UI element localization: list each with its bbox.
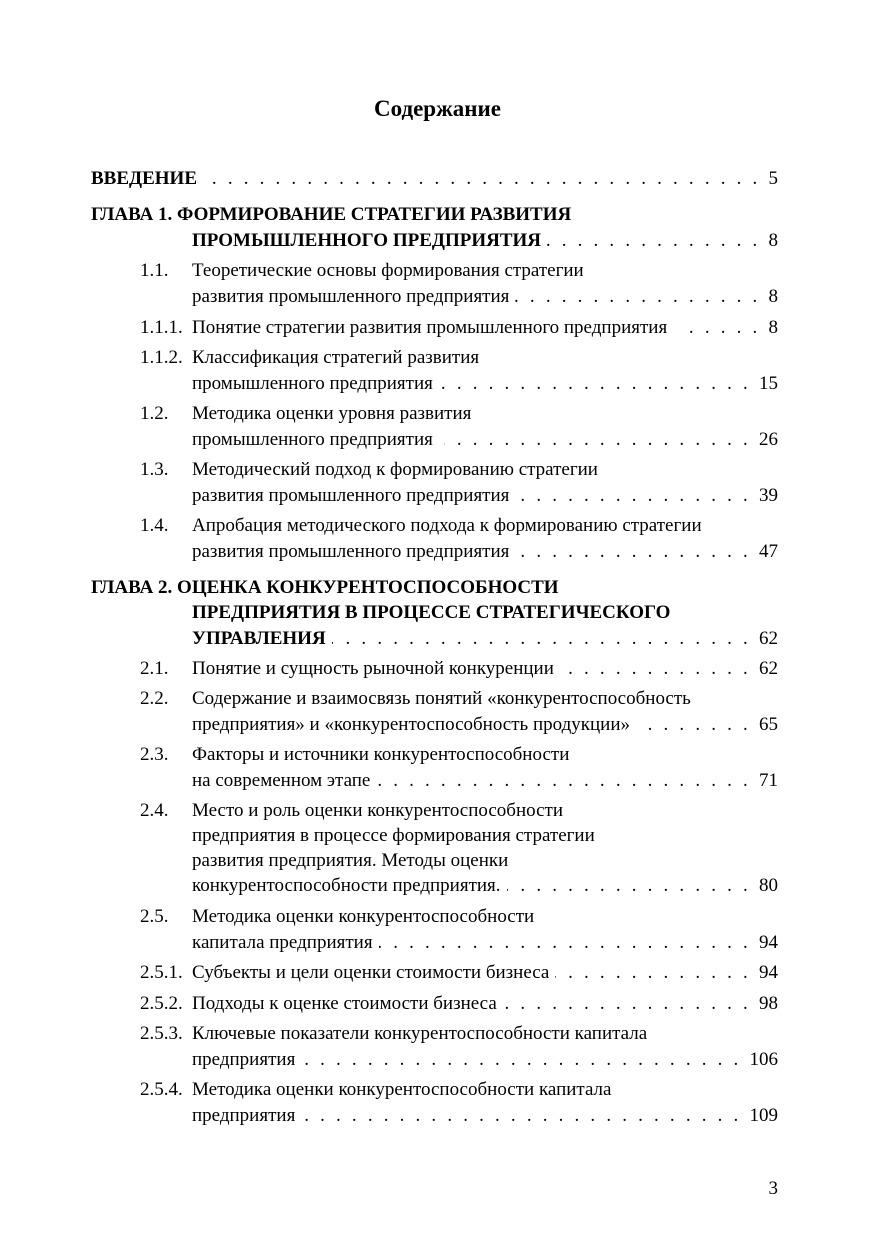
toc-entry-line bbox=[0, 427, 875, 453]
toc-page-number: 62 bbox=[759, 658, 778, 679]
toc-entry-title: Факторы и источники конкурентоспособности bbox=[192, 744, 570, 765]
toc-entry-title: развития предприятия. Методы оценки bbox=[192, 850, 509, 871]
dot-leader bbox=[555, 960, 751, 986]
toc-entry-title: Классификация стратегий развития bbox=[192, 347, 480, 368]
toc-entry-title: промышленного предприятия bbox=[192, 429, 433, 450]
toc-entry-line bbox=[0, 258, 875, 284]
toc-page-number: 39 bbox=[759, 485, 778, 506]
toc-entry-title: ПРОМЫШЛЕННОГО ПРЕДПРИЯТИЯ bbox=[192, 230, 542, 251]
toc-entry-line bbox=[0, 742, 875, 768]
toc-section-number: 2.4. bbox=[140, 800, 169, 821]
toc-page-number: 65 bbox=[759, 714, 778, 735]
toc-entry-line bbox=[0, 228, 875, 254]
toc-section-number: 2.2. bbox=[140, 688, 169, 709]
toc-entry-title: Понятие стратегии развития промышленного предприятия bbox=[192, 317, 668, 338]
toc-section-number: 2.5.1. bbox=[140, 962, 183, 983]
toc-entry-line bbox=[0, 1077, 875, 1103]
toc-page-number: 62 bbox=[759, 628, 778, 649]
toc-entry-line bbox=[0, 626, 875, 652]
dot-leader bbox=[503, 991, 751, 1017]
dot-leader bbox=[203, 166, 761, 192]
toc-section-number: 1.3. bbox=[140, 459, 169, 480]
toc-section-number: 1.1.2. bbox=[140, 347, 183, 368]
toc-entry-line bbox=[0, 873, 875, 899]
toc-entry-title: на современном этапе bbox=[192, 770, 371, 791]
toc-entry-title: развития промышленного предприятия bbox=[192, 541, 510, 562]
dot-leader bbox=[641, 712, 751, 738]
toc-entry-line bbox=[0, 904, 875, 930]
toc-entry-line bbox=[0, 960, 875, 986]
toc-entry-line bbox=[0, 401, 875, 427]
toc-section-number: 2.3. bbox=[140, 744, 169, 765]
toc-section-number: 2.5. bbox=[140, 906, 169, 927]
toc-page-number: 15 bbox=[759, 373, 778, 394]
toc-section-number: 2.5.3. bbox=[140, 1023, 183, 1044]
page-number: 3 bbox=[768, 1178, 778, 1199]
toc-section-number: 2.5.4. bbox=[140, 1079, 183, 1100]
toc-entry-line bbox=[0, 539, 875, 565]
toc-page-number: 47 bbox=[759, 541, 778, 562]
dot-leader bbox=[678, 315, 761, 341]
toc-section-number: 2.1. bbox=[140, 658, 169, 679]
toc-entry-line bbox=[0, 1103, 875, 1129]
toc-page-number: 71 bbox=[759, 770, 778, 791]
toc-entry-title: ВВЕДЕНИЕ bbox=[91, 168, 197, 189]
toc-entry-title: Методика оценки уровня развития bbox=[192, 403, 472, 424]
toc-page-number: 8 bbox=[768, 317, 778, 338]
toc-entry-title: Методика оценки конкурентоспособности bbox=[192, 906, 535, 927]
toc-section-number: 1.4. bbox=[140, 515, 169, 536]
toc-entry-title: Ключевые показатели конкурентоспособности капитала bbox=[192, 1023, 648, 1044]
dot-leader bbox=[376, 768, 751, 794]
toc-section-number: 2.5.2. bbox=[140, 993, 183, 1014]
toc-entry-line bbox=[0, 600, 875, 626]
toc-entry-title: развития промышленного предприятия bbox=[192, 485, 510, 506]
toc-entry-title: развития промышленного предприятия bbox=[192, 286, 510, 307]
toc-entry-line bbox=[0, 768, 875, 794]
toc-entry-title: предприятия bbox=[192, 1049, 296, 1070]
toc-entry-line bbox=[0, 166, 875, 192]
toc-entry-title: ГЛАВА 1. ФОРМИРОВАНИЕ СТРАТЕГИИ РАЗВИТИЯ bbox=[91, 204, 572, 225]
toc-entry-title: УПРАВЛЕНИЯ bbox=[192, 628, 326, 649]
dot-leader bbox=[301, 1103, 741, 1129]
toc-section-number: 1.1. bbox=[140, 260, 169, 281]
dot-leader bbox=[439, 371, 751, 397]
toc-section-number: 1.2. bbox=[140, 403, 169, 424]
dot-leader bbox=[515, 284, 760, 310]
toc-entry-title: промышленного предприятия bbox=[192, 373, 433, 394]
toc-entry-line bbox=[0, 798, 875, 824]
dot-leader bbox=[507, 873, 751, 899]
toc-entry-title: Понятие и сущность рыночной конкуренции bbox=[192, 658, 554, 679]
dot-leader bbox=[560, 656, 751, 682]
toc-page-number: 94 bbox=[759, 932, 778, 953]
toc-entry-line bbox=[0, 457, 875, 483]
dot-leader bbox=[379, 930, 751, 956]
toc-page-number: 98 bbox=[759, 993, 778, 1014]
toc-entry-line bbox=[0, 371, 875, 397]
toc-entry-title: Содержание и взаимосвязь понятий «конкурентоспособность bbox=[192, 688, 691, 709]
toc-entry-title: конкурентоспособности предприятия. bbox=[192, 875, 501, 896]
toc-entry-title: предприятия bbox=[192, 1105, 296, 1126]
toc-entry-title: предприятия» и «конкурентоспособность продукции» bbox=[192, 714, 630, 735]
toc-entry-line bbox=[0, 483, 875, 509]
toc-entry-line bbox=[0, 1047, 875, 1073]
toc-entry-title: Методический подход к формированию стратегии bbox=[192, 459, 598, 480]
toc-entry-line bbox=[0, 991, 875, 1017]
dot-leader bbox=[515, 539, 751, 565]
toc-page-number: 8 bbox=[768, 286, 778, 307]
dot-leader bbox=[332, 626, 751, 652]
toc-page-number: 106 bbox=[749, 1049, 778, 1070]
toc-entry-title: ГЛАВА 2. ОЦЕНКА КОНКУРЕНТОСПОСОБНОСТИ bbox=[91, 577, 559, 598]
toc-entry-line bbox=[0, 575, 875, 601]
toc-page-number: 26 bbox=[759, 429, 778, 450]
toc-entry-line bbox=[0, 513, 875, 539]
page-title: Содержание bbox=[374, 96, 501, 121]
toc-entry-line bbox=[0, 345, 875, 371]
toc-entry-title: Методика оценки конкурентоспособности капитала bbox=[192, 1079, 612, 1100]
toc-entry-line bbox=[0, 848, 875, 874]
toc-entry-line bbox=[0, 823, 875, 849]
toc-entry-line bbox=[0, 284, 875, 310]
toc-section-number: 1.1.1. bbox=[140, 317, 183, 338]
toc-entry-line bbox=[0, 315, 875, 341]
toc-entry-line bbox=[0, 1021, 875, 1047]
toc-entry-line bbox=[0, 712, 875, 738]
toc-page-number: 5 bbox=[768, 168, 778, 189]
toc-entry-line bbox=[0, 930, 875, 956]
toc-entry-title: капитала предприятия bbox=[192, 932, 373, 953]
toc-entry-title: ПРЕДПРИЯТИЯ В ПРОЦЕССЕ СТРАТЕГИЧЕСКОГО bbox=[192, 602, 671, 623]
dot-leader bbox=[301, 1047, 741, 1073]
toc-entry-title: Субъекты и цели оценки стоимости бизнеса bbox=[192, 962, 550, 983]
dot-leader bbox=[515, 483, 751, 509]
toc-entry-title: Теоретические основы формирования стратегии bbox=[192, 260, 584, 281]
toc-entry-title: Место и роль оценки конкурентоспособности bbox=[192, 800, 564, 821]
toc-entry-line bbox=[0, 656, 875, 682]
toc-entry-title: предприятия в процессе формирования стратегии bbox=[192, 825, 595, 846]
toc-page-number: 109 bbox=[749, 1105, 778, 1126]
toc-page-number: 80 bbox=[759, 875, 778, 896]
dot-leader bbox=[444, 427, 751, 453]
toc-page-number: 94 bbox=[759, 962, 778, 983]
toc-entry-title: Апробация методического подхода к формированию стратегии bbox=[192, 515, 702, 536]
toc-entry-line bbox=[0, 202, 875, 228]
toc-entry-title: Подходы к оценке стоимости бизнеса bbox=[192, 993, 497, 1014]
toc-entry-line bbox=[0, 686, 875, 712]
toc-page-number: 8 bbox=[768, 230, 778, 251]
dot-leader bbox=[547, 228, 760, 254]
